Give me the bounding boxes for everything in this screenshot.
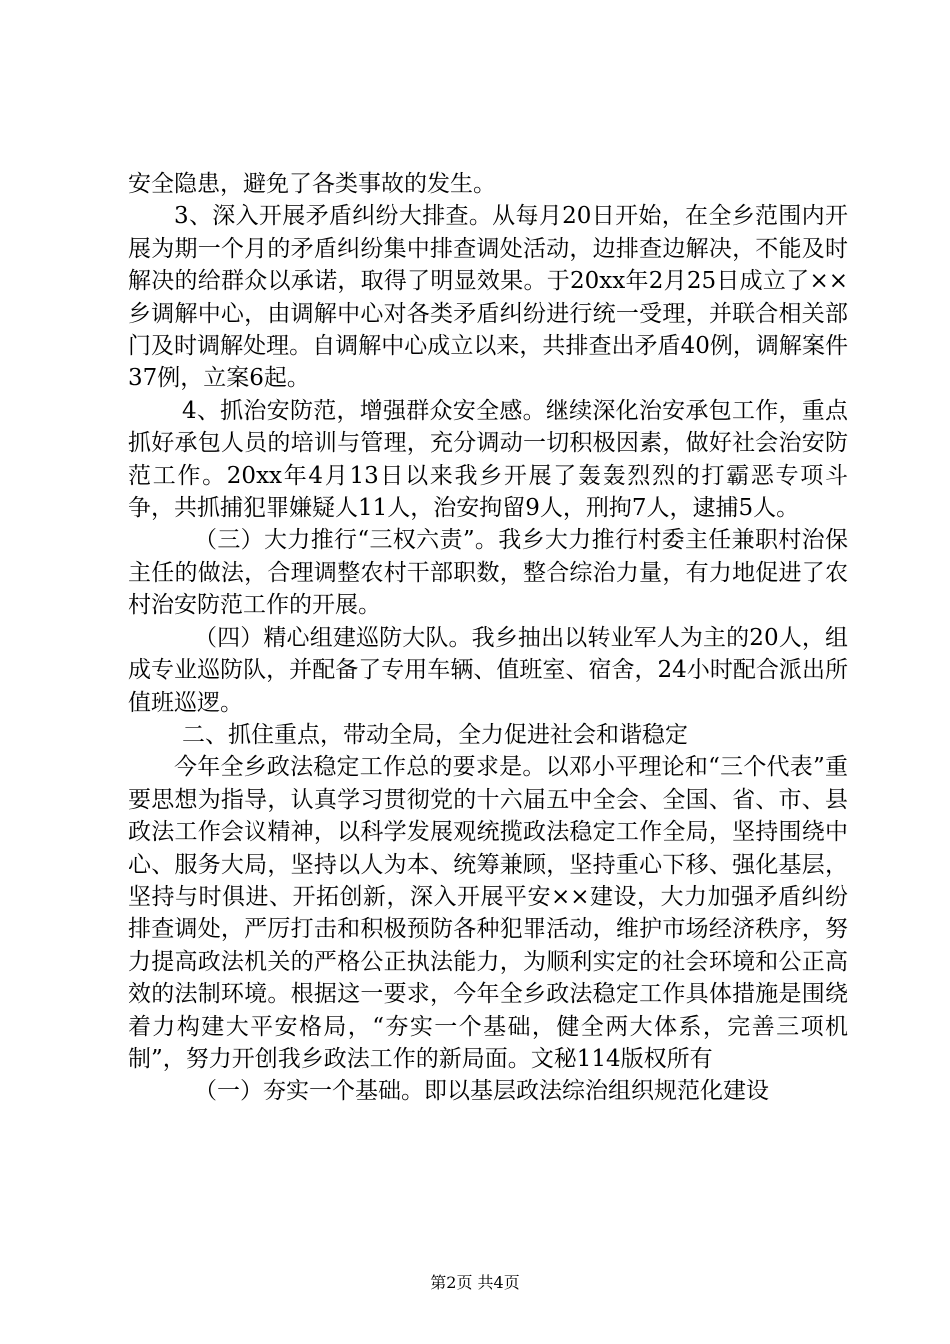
paragraph-section-4: （四）精心组建巡防大队。我乡抽出以转业军人为主的20人，组成专业巡防队，并配备了专用车辆、值班室、宿舍，24小时配合派出所值班巡逻。 (128, 624, 848, 716)
paragraph-subsection-1: （一）夯实一个基础。即以基层政法综治组织规范化建设 (194, 1078, 769, 1105)
document-page (128, 168, 848, 1108)
paragraph-item-4: 4、抓治安防范，增强群众安全感。继续深化治安承包工作，重点抓好承包人员的培训与管理，充分调动一切积极因素，做好社会治安防范工作。20xx年4月13日以来我乡开展了轰轰烈烈的打霸恶专项斗争，共抓捕犯罪嫌疑人11人，治安拘留9人，刑拘7人，逮捕5人。 (128, 397, 848, 522)
page-footer: 第2页 共4页 (430, 1273, 520, 1292)
paragraph-requirements: 今年全乡政法稳定工作总的要求是。以邓小平理论和“三个代表”重要思想为指导，认真学习贯彻党的十六届五中全会、全国、省、市、县政法工作会议精神，以科学发展观统揽政法稳定工作全局，坚持围绕中心、服务大局，坚持以人为本、统筹兼顾，坚持重心下移、强化基层，坚持与时俱进、开拓创新，深入开展平安××建设，大力加强矛盾纠纷排查调处，严厉打击和积极预防各种犯罪活动，维护市场经济秩序，努力提高政法机关的严格公正执法能力，为顺利实定的社会环境和公正高效的法制环境。根据这一要求，今年全乡政法稳定工作具体措施是围绕着力构建大平安格局，“夯实一个基础，健全两大体系，完善三项机制”，努力开创我乡政法工作的新局面。文秘114版权所有 (128, 754, 848, 1072)
paragraph-continuation: 安全隐患，避免了各类事故的发生。 (128, 171, 496, 197)
paragraph-section-3: （三）大力推行“三权六责”。我乡大力推行村委主任兼职村治保主任的做法，合理调整农村干部职数，整合综治力量，有力地促进了农村治安防范工作的开展。 (128, 527, 848, 619)
paragraph-item-3: 3、深入开展矛盾纠纷大排查。从每月20日开始，在全乡范围内开展为期一个月的矛盾纠纷集中排查调处活动，边排查边解决，不能及时解决的给群众以承诺，取得了明显效果。于20xx年2月25日成立了××乡调解中心，由调解中心对各类矛盾纠纷进行统一受理，并联合相关部门及时调解处理。自调解中心成立以来，共排查出矛盾40例，调解案件37例，立案6起。 (128, 203, 848, 392)
section-heading-2: 二、抓住重点，带动全局，全力促进社会和谐稳定 (182, 721, 688, 748)
